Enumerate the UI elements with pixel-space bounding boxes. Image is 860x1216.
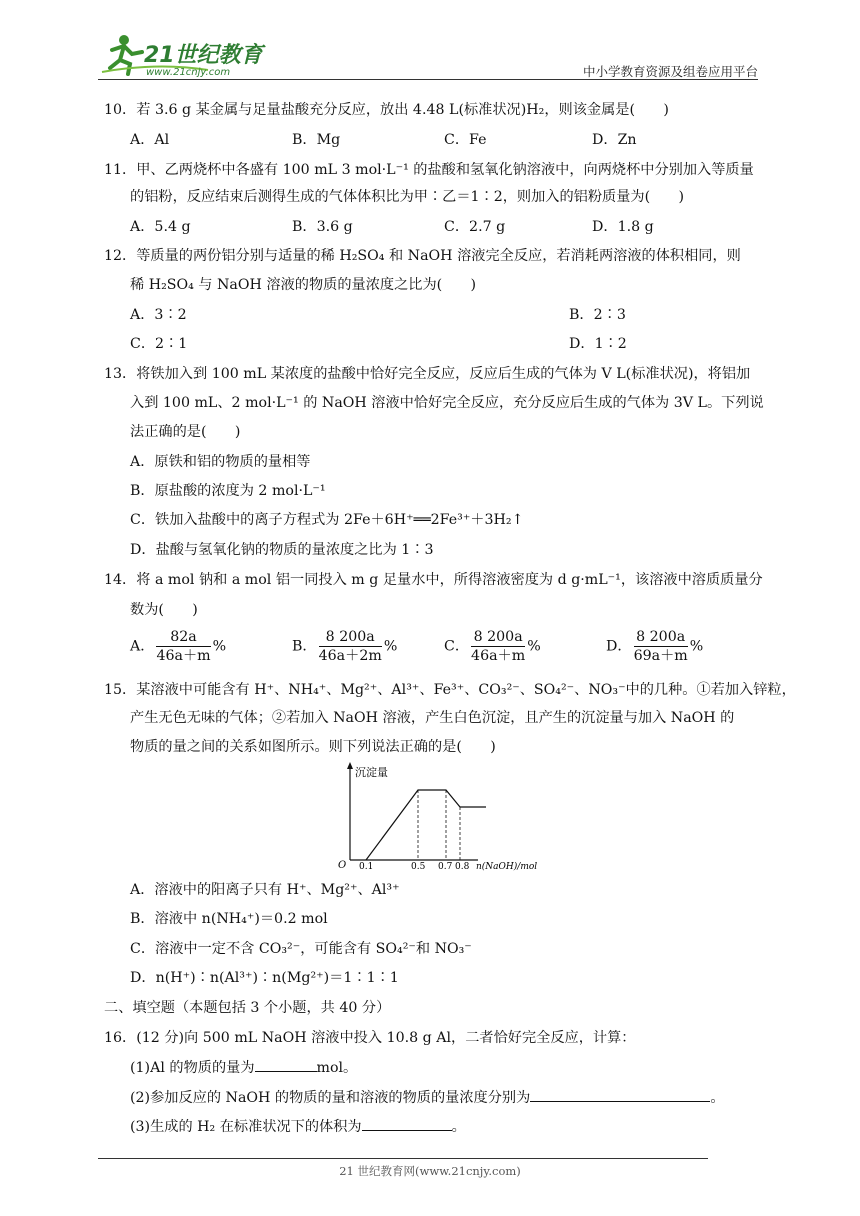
graph-tick-07: 0.7 bbox=[438, 862, 453, 872]
q13-option-d: D．盐酸与氢氧化钠的物质的量浓度之比为 1∶3 bbox=[130, 542, 434, 558]
q15-option-c: C．溶液中一定不含 CO₃²⁻，可能含有 SO₄²⁻和 NO₃⁻ bbox=[130, 941, 472, 957]
q15-option-a: A．溶液中的阳离子只有 H⁺、Mg²⁺、Al³⁺ bbox=[130, 882, 400, 898]
q14-option-d: D． $\frac{8 200a}{69a+m}$ % bbox=[606, 629, 704, 664]
q12-line2: 稀 H₂SO₄ 与 NaOH 溶液的物质的量浓度之比为( ) bbox=[130, 277, 477, 293]
graph-y-label: 沉淀量 bbox=[355, 766, 388, 779]
q14-option-c: C． $\frac{8 200a}{46a+m}$ % bbox=[444, 629, 541, 664]
q10-option-a: A．Al bbox=[130, 132, 170, 148]
q11-option-a: A．5.4 g bbox=[130, 219, 191, 235]
q12-option-d: D．1∶2 bbox=[569, 336, 627, 352]
q13-option-b: B．原盐酸的浓度为 2 mol·L⁻¹ bbox=[130, 483, 326, 499]
q12-option-a: A．3∶2 bbox=[130, 307, 187, 323]
q11-line2: 的铝粉，反应结束后测得生成的气体体积比为甲∶乙＝1∶2，则加入的铝粉质量为( ) bbox=[130, 189, 685, 205]
graph-x-label: n(NaOH)/mol bbox=[476, 862, 538, 872]
q11-option-c: C．2.7 g bbox=[444, 219, 506, 235]
q16-part1: (1)Al 的物质的量为 mol。 bbox=[130, 1057, 357, 1078]
graph-tick-08: 0.8 bbox=[455, 862, 470, 872]
footer-rule bbox=[98, 1158, 708, 1159]
page-header bbox=[98, 32, 758, 80]
q15-option-d: D．n(H⁺)∶n(Al³⁺)∶n(Mg²⁺)＝1∶1∶1 bbox=[130, 970, 399, 986]
graph-tick-01: 0.1 bbox=[359, 862, 374, 872]
q16-part2: (2)参加反应的 NaOH 的物质的量和溶液的物质的量浓度分别为 。 bbox=[130, 1087, 725, 1108]
section2-title: 二、填空题（本题包括 3 个小题，共 40 分） bbox=[104, 1000, 391, 1016]
q16-blank3[interactable] bbox=[362, 1116, 452, 1131]
graph-tick-05: 0.5 bbox=[411, 862, 426, 872]
graph-origin: O bbox=[338, 860, 347, 871]
q16-stem: 16．(12 分)向 500 mL NaOH 溶液中投入 10.8 g Al，二者恰好完全反应，计算： bbox=[104, 1030, 636, 1046]
q16-part3: (3)生成的 H₂ 在标准状况下的体积为 。 bbox=[130, 1116, 466, 1137]
q13-line1: 13．将铁加入到 100 mL 某浓度的盐酸中恰好完全反应，反应后生成的气体为 V L(标准状况)，将铝加 bbox=[104, 366, 751, 382]
q11-option-d: D．1.8 g bbox=[592, 219, 654, 235]
q10-stem: 10．若 3.6 g 某金属与足量盐酸充分反应，放出 4.48 L(标准状况)H₂，则该金属是( ) bbox=[104, 102, 669, 118]
q16-blank2[interactable] bbox=[530, 1087, 710, 1102]
q15-line1: 15．某溶液中可能含有 H⁺、NH₄⁺、Mg²⁺、Al³⁺、Fe³⁺、CO₃²⁻、SO₄²⁻、NO₃⁻中的几种。①若加入锌粒， bbox=[104, 682, 796, 698]
q10-option-d: D．Zn bbox=[592, 132, 637, 148]
q12-option-b: B．2∶3 bbox=[569, 307, 626, 323]
q11-line1: 11．甲、乙两烧杯中各盛有 100 mL 3 mol·L⁻¹ 的盐酸和氢氧化钠溶液中，向两烧杯中分别加入等质量 bbox=[104, 162, 754, 178]
q11-option-b: B．3.6 g bbox=[292, 219, 353, 235]
q15-option-b: B．溶液中 n(NH₄⁺)＝0.2 mol bbox=[130, 911, 328, 927]
q14-option-b: B． $\frac{8 200a}{46a+2m}$ % bbox=[292, 629, 398, 664]
q16-blank1[interactable] bbox=[255, 1057, 317, 1072]
q14-line1: 14．将 a mol 钠和 a mol 铝一同投入 m g 足量水中，所得溶液密度为 d g·mL⁻¹，该溶液中溶质质量分 bbox=[104, 572, 763, 588]
page-footer: 21 世纪教育网(www.21cnjy.com) bbox=[339, 1164, 521, 1178]
svg-text:21世纪教育: 21世纪教育 bbox=[144, 43, 263, 68]
q12-line1: 12．等质量的两份铝分别与适量的稀 H₂SO₄ 和 NaOH 溶液完全反应，若消耗两溶液的体积相同，则 bbox=[104, 248, 741, 264]
q13-option-a: A．原铁和铝的物质的量相等 bbox=[130, 454, 311, 470]
q15-line2: 产生无色无味的气体；②若加入 NaOH 溶液，产生白色沉淀，且产生的沉淀量与加入 NaOH 的 bbox=[130, 710, 735, 726]
q14-line2: 数为( ) bbox=[130, 602, 198, 618]
q15-line3: 物质的量之间的关系如图所示。则下列说法正确的是( ) bbox=[130, 739, 496, 755]
q13-line2: 入到 100 mL、2 mol·L⁻¹ 的 NaOH 溶液中恰好完全反应，充分反应后生成的气体为 3V L。下列说 bbox=[130, 395, 764, 411]
site-logo bbox=[98, 32, 268, 78]
q14-option-a: A． $\frac{82a}{46a+m}$ % bbox=[130, 629, 227, 664]
q13-option-c: C．铁加入盐酸中的离子方程式为 2Fe＋6H⁺══2Fe³⁺＋3H₂↑ bbox=[130, 512, 524, 528]
q12-option-c: C．2∶1 bbox=[130, 336, 188, 352]
svg-text:www.21cnjy.com: www.21cnjy.com bbox=[146, 67, 231, 78]
header-platform-text: 中小学教育资源及组卷应用平台 bbox=[582, 64, 758, 79]
graph-curve bbox=[366, 790, 486, 860]
graph-y-arrow bbox=[347, 762, 353, 769]
precipitate-graph bbox=[336, 760, 560, 872]
header-rule bbox=[98, 79, 758, 80]
q13-line3: 法正确的是( ) bbox=[130, 424, 241, 440]
q10-option-c: C．Fe bbox=[444, 132, 487, 148]
q10-option-b: B．Mg bbox=[292, 132, 341, 148]
